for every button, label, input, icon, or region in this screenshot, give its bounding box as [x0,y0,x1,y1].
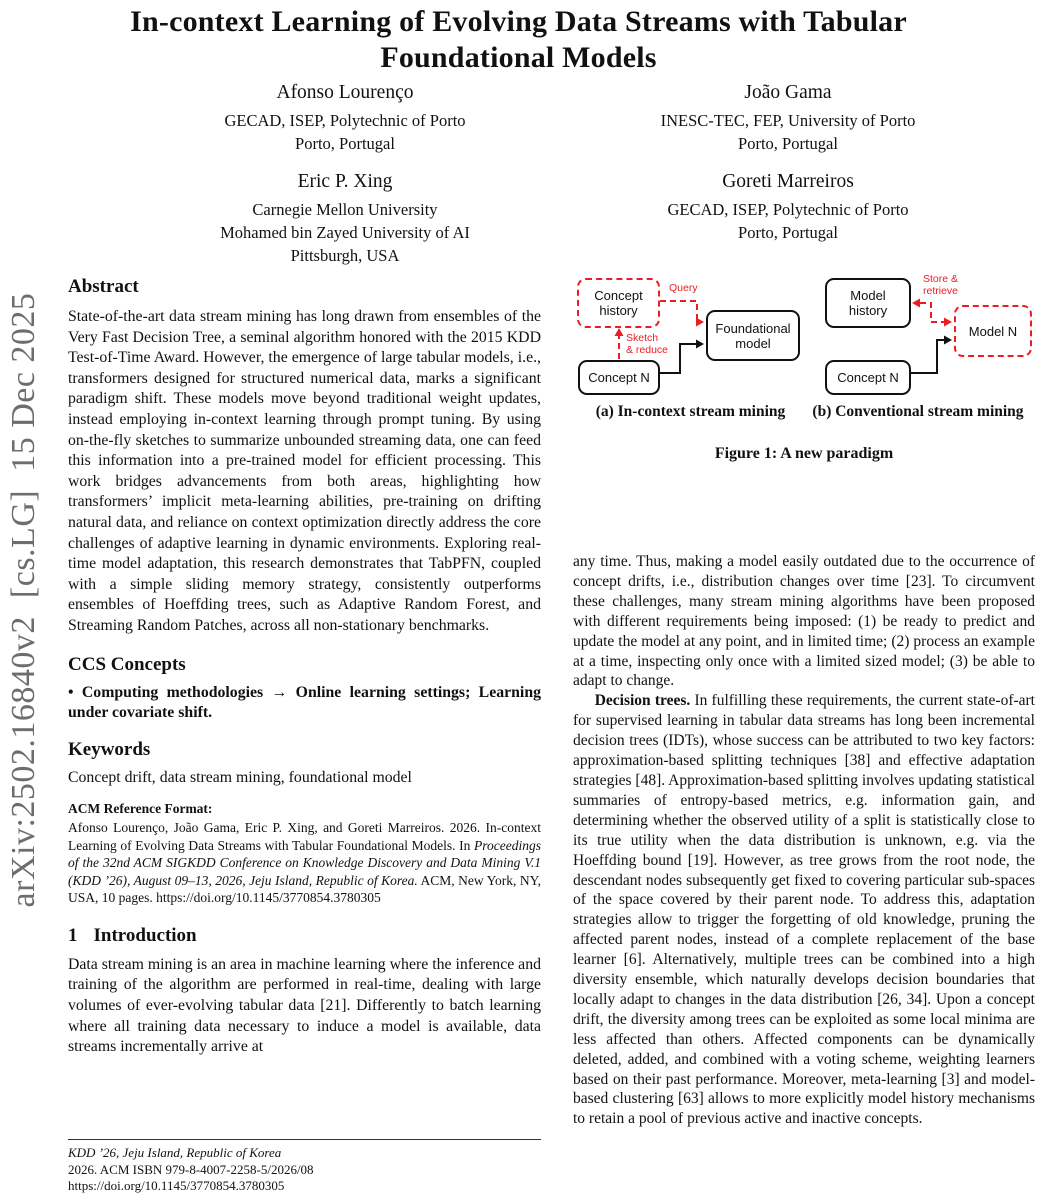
author-name: Afonso Lourenço [276,82,414,103]
footnote-doi-link[interactable]: https://doi.org/10.1145/3770854.3780305 [68,1178,285,1193]
author-location: Porto, Portugal [738,223,838,242]
sketch-label-line1: Sketch [626,332,659,344]
concept-history-box [577,278,660,328]
query-label: Query [669,282,698,294]
copyright-footnote [68,1139,541,1195]
ccs-group: Computing methodologies [81,683,264,701]
author-affiliation: GECAD, ISEP, Polytechnic of Porto [667,200,909,219]
foundational-model-box [706,310,800,361]
author-affiliation: INESC-TEC, FEP, University of Porto [660,111,916,130]
concept-history-label: Concept [594,288,643,303]
section-title: Introduction [93,924,197,946]
footnote-isbn: 2026. ACM ISBN 979-8-4007-2258-5/2026/08 [68,1161,314,1177]
arxiv-watermark: arXiv:2502.16840v2 [cs.LG] 15 Dec 2025 [5,292,42,908]
concept-n-box-b: Concept N [825,360,911,395]
ccs-bullet: • [68,683,82,701]
author-name: Goreti Marreiros [722,171,854,192]
acm-ref-publisher: ACM, New York, NY, USA, 10 pages. [68,872,542,906]
concept-n-box-a: Concept N [578,360,660,395]
foundational-model-label: Foundational [715,320,791,336]
foundational-arrowhead [696,340,704,349]
abstract-text: State-of-the-art data stream mining has long drawn from ensembles of the Very Fast Decision Tree, a seminal algorithm honored with the 2015 KDD Test-of-Time Award. However, the emergence of large tabular models, i.e., transformers designed for structured numerical data, marks a significant paradigm shift. These models move beyond traditional weight updates, instead employing in-context learning through prompt tuning. By using on-the-fly sketches to summarize unbounded streaming data, one can feed this information into a pre-trained model for efficient processing. This work bridges advancements from both areas, highlighting how transformers’ implicit meta-learning abilities, pre-training on drifting natural data, and reliance on context optimization directly address the core challenges of adaptive learning in dynamic environments. Exploring real-time model adaptation, this research demonstrates that TabPFN, coupled with a simple sliding memory strategy, consistently outperforms ensembles of Hoeffding trees, such as Adaptive Random Forest, and Streaming Random Patches, across all non-stationary benchmarks. [68,308,541,634]
author-affiliation: Carnegie Mellon University [252,200,438,219]
author-block-xing [145,171,545,267]
introduction-text: Data stream mining is an area in machine learning where the inference and training of the algorithm are performed in real-time, dealing with large volumes of ever-evolving tabular data [21]. Differently to batch learning where all training data necessary to induce a model is available, data streams incrementally arrive at [68,955,541,1056]
query-arrowhead [696,318,704,327]
author-name: Eric P. Xing [297,171,393,192]
right-column-body [573,552,1035,1129]
footnote-venue: KDD ’26, Jeju Island, Republic of Korea [68,1145,282,1160]
figure-1 [573,272,1035,552]
store-right-arrowhead [944,318,952,327]
author-name: João Gama [744,82,832,103]
model-history-label2: history [848,303,888,318]
figure-diagram [573,272,1035,400]
modeln-arrowhead [944,336,952,345]
author-location: Pittsburgh, USA [290,246,400,265]
author-affiliation: Mohamed bin Zayed University of AI [220,223,470,242]
ccs-arrow: → [263,683,296,701]
author-block-marreiros [588,171,988,244]
acm-ref-authors: Afonso Lourenço, João Gama, Eric P. Xing, and Goreti Marreiros. 2026. In-context Learning of Evolving Data Streams with Tabular Foundational Models. In [68,820,541,853]
right-column [573,272,1035,1128]
left-column [68,272,541,1058]
author-location: Porto, Portugal [295,134,395,153]
store-retrieve-arrow-line [920,303,944,322]
sketch-reduce-label [626,332,668,356]
ccs-text [68,683,541,724]
subfigure-b-caption: (b) Conventional stream mining [812,403,1024,420]
figure-1-caption: Figure 1: A new paradigm [714,445,894,462]
author-block-lourenco [145,82,545,155]
store-retrieve-label [923,273,958,297]
paper-title [0,4,1037,76]
decision-trees-lead: Decision trees. [594,692,691,710]
query-arrow-line [660,301,698,322]
paper-title-line1: In-context Learning of Evolving Data Streams with Tabular [130,5,907,38]
store-left-arrowhead [912,299,920,308]
body-paragraph-1: any time. Thus, making a model easily outdated due to the occurrence of concept drifts, i.e., distribution changes over time [23]. To circumvent these challenges, many stream mining algorithms have been proposed with different requirements being imposed: (1) be ready to predict and update the model at any point, and in limited time; (2) process an example at a time, inspecting only once with a limited sized model; (3) be able to adapt to change. [573,553,1035,690]
subfigure-a-caption: (a) In-context stream mining [595,403,786,420]
model-history-box [825,278,911,328]
keywords-heading: Keywords [68,738,151,760]
paper-title-line2: Foundational Models [380,41,657,74]
decision-trees-text: In fulfilling these requirements, the current state-of-art for supervised learning in tabular data streams has long been incremental decision trees (IDTs), whose success can be attributed to two key factors: approximation-based splitting techniques [38] and effective adaptation strategies [48]. Approximation-based splitting involves updating statistical summaries of entropy-based metrics, e.g. information gain, and determining whether the observed utility of a split is statistically close to its true utility when the data distribution is unknown, e.g. via the Hoeffding bound [19]. However, as tree grows from the root node, the descendant nodes subsequently get fixed to covering particular sub-spaces of the space covered by their parent node. To address this, adaptation strategies allow to trigger the forgetting of old knowledge, pruning the affected parent nodes, instead of a complete replacement of the base learner [6]. Alternatively, multiple trees can be combined into a high diversity ensemble, which naturally develops decision boundaries that locally adapt to changes in the data distribution [26, 34]. Upon a concept drift, the diversity among trees can be exploited as some local minima are less affected than others. Affected components can be dynamically deleted, added, and combined with a voting scheme, weighting learners based on their past performance. Moreover, meta-learning [3] and model-based clustering [63] allows to more explicitly model history mechanisms to retain a pool of previous active and inactive concepts. [573,692,1035,1128]
sketch-arrowhead [615,328,624,336]
author-affiliation: GECAD, ISEP, Polytechnic of Porto [224,111,466,130]
store-label-line1: Store & [923,273,959,285]
abstract-heading: Abstract [68,276,139,297]
author-location: Porto, Portugal [738,134,838,153]
acm-ref-doi-link[interactable]: https://doi.org/10.1145/3770854.3780305 [156,890,381,906]
acm-reference [68,819,541,907]
author-block-gama [588,82,988,155]
ccs-heading: CCS Concepts [68,653,186,675]
body-paragraph-2 [573,691,1035,1129]
store-label-line2: retrieve [923,285,959,297]
acm-ref-venue: Proceedings of the 32nd ACM SIGKDD Conference on Knowledge Discovery and Data Mining V.1 (KDD ’26), August 09–13, 2026, Jeju Island, Republic of Korea. [68,837,541,888]
introduction-heading [68,925,541,947]
acm-ref-heading: ACM Reference Format: [68,801,213,817]
ccs-concepts: Online learning settings; Learning under covariate shift. [68,683,542,722]
section-number: 1 [68,924,78,946]
concept-history-label2: history [599,303,638,318]
foundational-model-label2: model [735,335,771,351]
sketch-label-line2: & reduce [626,344,669,356]
model-n-box: Model N [954,305,1032,357]
concept-to-modeln-arrow-line [911,340,945,373]
keywords-text: Concept drift, data stream mining, foundational model [68,768,412,786]
model-history-label: Model [850,288,886,303]
